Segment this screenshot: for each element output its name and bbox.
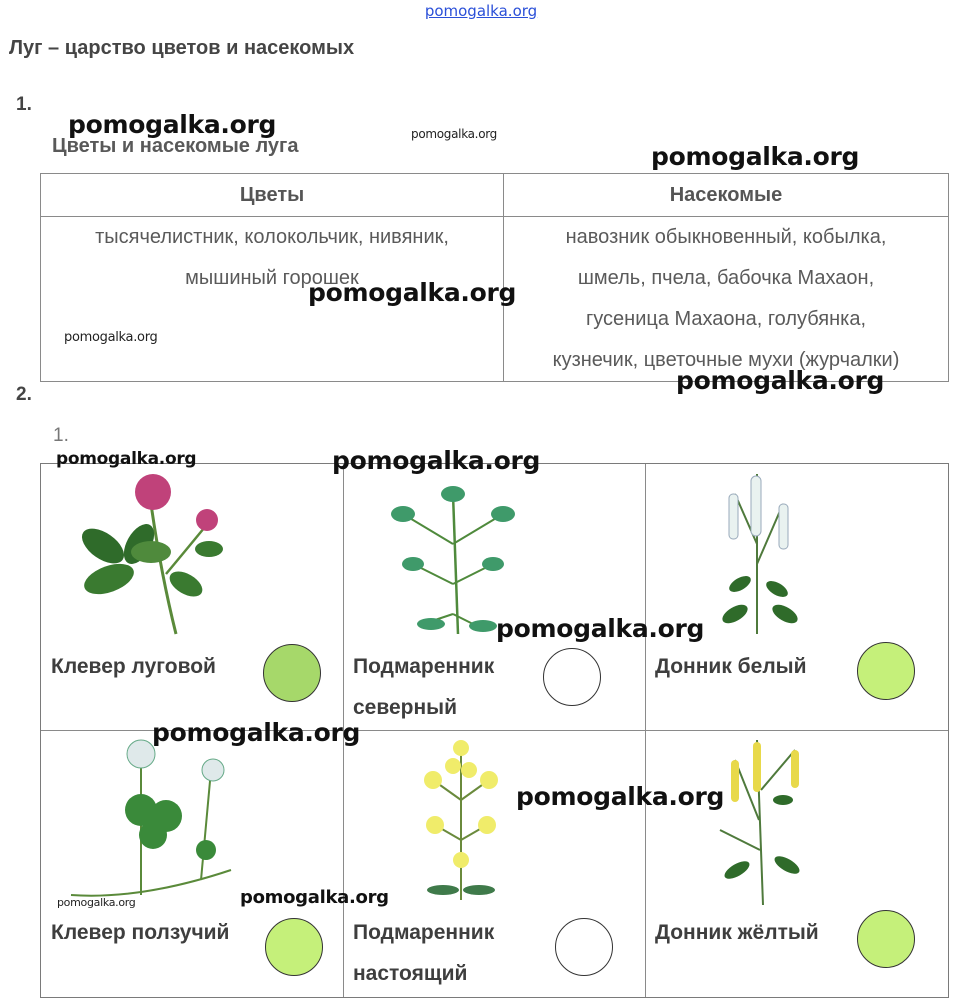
plant-name-line: Донник жёлтый: [655, 921, 819, 944]
meadow-clover-image: [41, 464, 343, 644]
plant-name-line: Донник белый: [655, 655, 807, 678]
table-caption: Цветы и насекомые луга: [52, 135, 299, 157]
header-flowers: Цветы: [41, 174, 504, 217]
plant-name: [655, 646, 855, 687]
plant-name-line: северный: [353, 696, 458, 719]
plant-card-northern-bedstraw: [343, 464, 645, 730]
watermark: pomogalka.org: [516, 782, 725, 811]
watermark: pomogalka.org: [68, 110, 277, 139]
plant-card-yellow-bedstraw: [343, 730, 645, 996]
answer-circle[interactable]: [263, 644, 321, 702]
plant-name: [655, 912, 855, 953]
white-clover-image: [41, 730, 343, 910]
watermark: pomogalka.org: [651, 142, 860, 171]
plant-card-white-melilot: [645, 464, 947, 730]
insects-line: гусеница Махаона, голубянка,: [585, 308, 867, 330]
yellow-bedstraw-image: [343, 730, 645, 910]
answer-circle[interactable]: [857, 642, 915, 700]
plant-name: [353, 912, 553, 994]
plant-name-line: Клевер ползучий: [51, 921, 230, 944]
insects-line: шмель, пчела, бабочка Махаон,: [577, 267, 875, 289]
watermark: pomogalka.org: [676, 366, 885, 395]
plant-name: [51, 912, 251, 953]
watermark: pomogalka.org: [308, 278, 517, 307]
answer-circle[interactable]: [265, 918, 323, 976]
plant-name: [51, 646, 251, 687]
watermark: pomogalka.org: [332, 446, 541, 475]
flowers-line: тысячелистник, колокольчик, нивяник,: [95, 226, 449, 248]
answer-circle[interactable]: [543, 648, 601, 706]
watermark: pomogalka.org: [496, 614, 705, 643]
watermark: pomogalka.org: [57, 896, 136, 909]
plant-card-white-clover: [41, 730, 343, 996]
task-2-subnumber: 1.: [53, 425, 69, 446]
task-2-number: 2.: [16, 384, 32, 405]
answer-circle[interactable]: [555, 918, 613, 976]
plant-card-meadow-clover: [41, 464, 343, 730]
insects-line: навозник обыкновенный, кобылка,: [565, 226, 887, 248]
task-1-number: 1.: [16, 94, 32, 115]
cell-insects: [504, 217, 949, 382]
plant-name: [353, 646, 553, 728]
watermark: pomogalka.org: [56, 449, 197, 469]
watermark: pomogalka.org: [64, 330, 158, 345]
watermark: pomogalka.org: [240, 887, 389, 908]
plant-name-line: Подмаренник: [353, 921, 495, 944]
answer-circle[interactable]: [857, 910, 915, 968]
plant-name-line: Подмаренник: [353, 655, 495, 678]
watermark: pomogalka.org: [411, 127, 497, 141]
plant-card-yellow-melilot: [645, 730, 947, 996]
watermark: pomogalka.org: [152, 718, 361, 747]
site-link[interactable]: pomogalka.org: [424, 2, 538, 20]
plant-name-line: Клевер луговой: [51, 655, 216, 678]
header-insects: Насекомые: [504, 174, 949, 217]
flowers-line: мышиный горошек: [185, 267, 359, 289]
yellow-melilot-image: [645, 730, 947, 910]
page-title: Луг – царство цветов и насекомых: [9, 37, 355, 59]
insects-line: кузнечик, цветочные мухи (журчалки): [552, 349, 900, 371]
plant-name-line: настоящий: [353, 962, 468, 985]
